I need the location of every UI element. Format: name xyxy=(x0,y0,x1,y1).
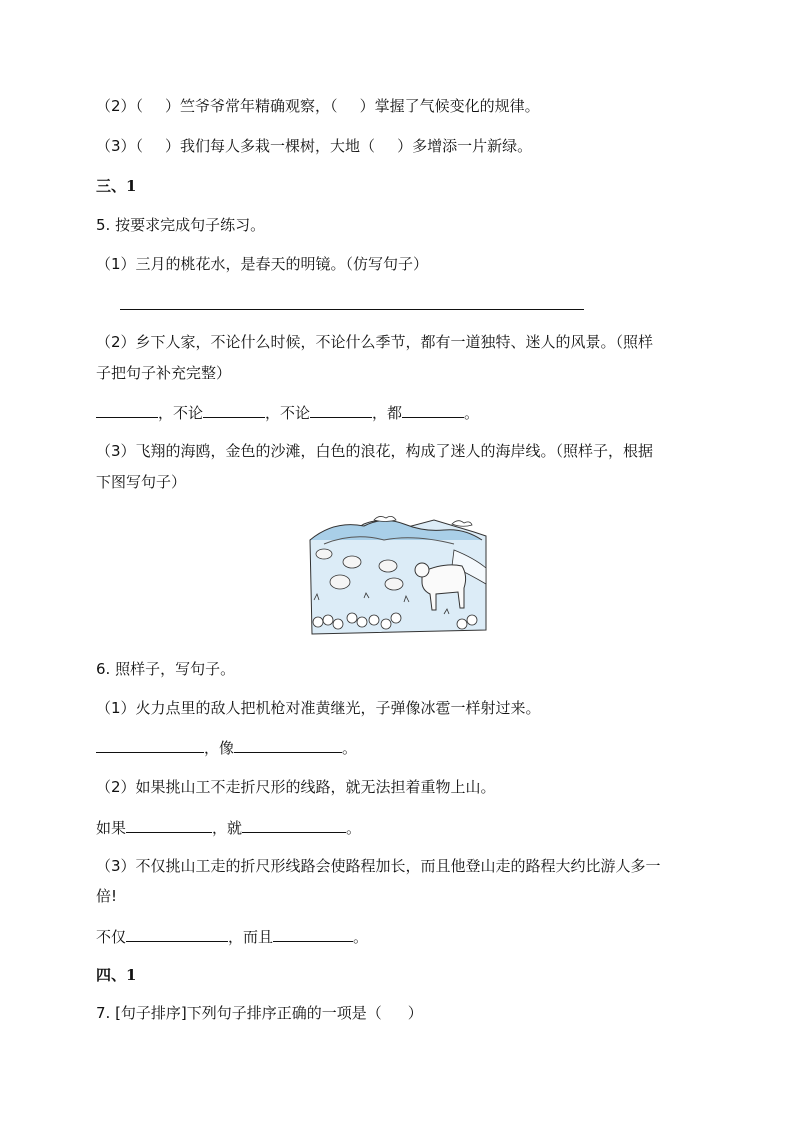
q6-item-3-line1: （3）不仅挑山工走的折尺形线路会使路程加长，而且他登山走的路程大约比游人多一 xyxy=(96,857,661,875)
answer-blank[interactable] xyxy=(96,737,204,753)
q5-item-1: （1）三月的桃花水，是春天的明镜。（仿写句子） xyxy=(96,255,429,273)
answer-blank[interactable] xyxy=(310,402,372,418)
pasture-illustration xyxy=(304,510,490,638)
answer-blank[interactable] xyxy=(203,402,265,418)
q5-item-3-line1: （3）飞翔的海鸥，金色的沙滩，白色的浪花，构成了迷人的海岸线。（照样子，根据 xyxy=(96,442,654,460)
answer-blank[interactable] xyxy=(234,737,342,753)
q6-item-2-fill: 如果 ，就 。 xyxy=(96,819,362,837)
q6-title: 6. 照样子，写句子。 xyxy=(96,660,236,678)
answer-blank[interactable] xyxy=(126,817,212,833)
answer-blank[interactable] xyxy=(402,402,464,418)
q6-item-3-line2: 倍! xyxy=(96,887,118,905)
answer-blank[interactable] xyxy=(96,402,158,418)
q7-title: 7. [句子排序]下列句子排序正确的一项是（ ） xyxy=(96,1004,423,1022)
answer-blank[interactable] xyxy=(273,926,353,942)
q5-title: 5. 按要求完成句子练习。 xyxy=(96,216,266,234)
answer-blank[interactable] xyxy=(126,926,228,942)
q5-answer-line[interactable] xyxy=(120,309,584,310)
q5-item-2-fill: ，不论 ，不论 ，都 。 xyxy=(96,402,479,423)
section-3-heading: 三、1 xyxy=(96,177,137,195)
q6-item-3-fill: 不仅 ，而且 。 xyxy=(96,928,369,946)
q4-item-3: （3）（ ）我们每人多栽一棵树，大地（ ）多增添一片新绿。 xyxy=(96,137,533,155)
q6-item-1: （1）火力点里的敌人把机枪对准黄继光，子弹像冰雹一样射过来。 xyxy=(96,699,541,717)
q6-item-1-fill: ，像 。 xyxy=(96,737,357,758)
q5-item-2-line2: 子把句子补充完整） xyxy=(96,364,232,382)
q5-item-2-line1: （2）乡下人家，不论什么时候，不论什么季节，都有一道独特、迷人的风景。（照样 xyxy=(96,333,654,351)
q4-item-2: （2）（ ）竺爷爷常年精确观察，（ ）掌握了气候变化的规律。 xyxy=(96,97,540,115)
answer-blank[interactable] xyxy=(242,817,346,833)
q5-item-3-line2: 下图写句子） xyxy=(96,473,187,491)
section-4-heading: 四、1 xyxy=(96,966,137,984)
q6-item-2: （2）如果挑山工不走折尺形的线路，就无法担着重物上山。 xyxy=(96,778,496,796)
